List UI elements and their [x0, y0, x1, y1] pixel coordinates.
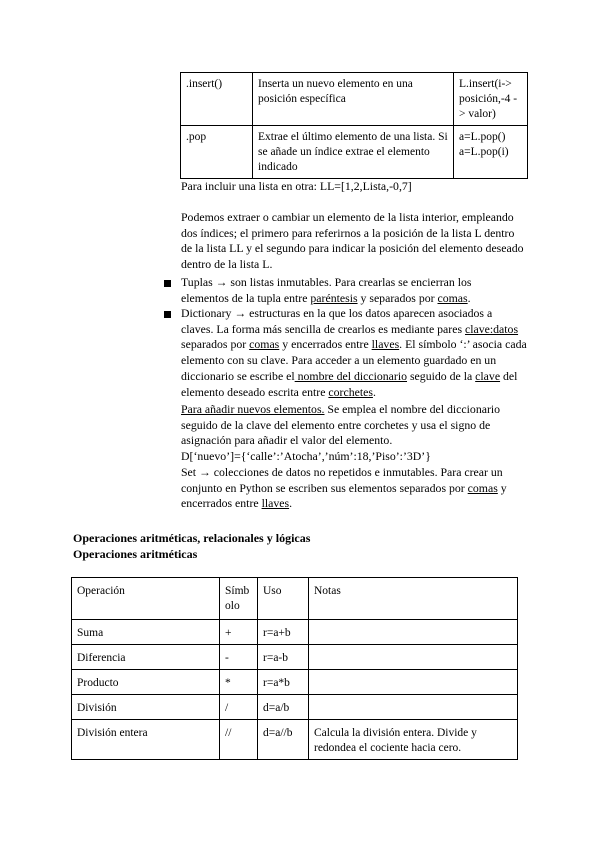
usage-cell: d=a//b: [258, 720, 309, 760]
table-row: [72, 720, 518, 760]
underlined-term: clave: [475, 368, 501, 383]
notes-cell: [309, 695, 518, 720]
table-row: [72, 670, 518, 695]
text-run: y encerrados entre: [181, 480, 507, 511]
operation-cell: Suma: [72, 620, 220, 645]
arithmetic-operations-table: [71, 577, 518, 760]
symbol-cell: /: [220, 695, 258, 720]
usage-cell: d=a/b: [258, 695, 309, 720]
example-cell: a=L.pop() a=L.pop(i): [454, 126, 528, 179]
header-cell: Operación: [72, 578, 220, 620]
table-row: [72, 645, 518, 670]
underlined-term: llaves: [371, 337, 400, 352]
text-run: Set → colecciones de datos no repetidos e inmutables. Para crear un conjunto en Python se escriben sus elementos separados por: [181, 465, 503, 495]
text-run: y encerrados entre: [279, 337, 372, 352]
underlined-term: nombre del diccionario: [294, 368, 408, 383]
operation-cell: División: [72, 695, 220, 720]
header-cell: Notas: [309, 578, 518, 620]
symbol-cell: +: [220, 620, 258, 645]
table-row: [72, 620, 518, 645]
header-cell: Uso: [258, 578, 309, 620]
operation-cell: División entera: [72, 720, 220, 760]
table-header-row: [72, 578, 518, 620]
operation-cell: Producto: [72, 670, 220, 695]
underlined-term: clave:datos: [464, 321, 519, 336]
add-elements-paragraph: [181, 402, 521, 449]
bullet-marker: [164, 311, 171, 318]
underlined-term: comas: [467, 480, 498, 495]
usage-cell: r=a-b: [258, 645, 309, 670]
text-run: Dictionary → estructuras en la que los datos aparecen asociados a claves. La forma más sencilla de crearlos es mediante pares: [181, 306, 493, 336]
symbol-cell: -: [220, 645, 258, 670]
dictionary-paragraph: [181, 306, 527, 400]
text-run: . El símbolo ‘:’ asocia cada elemento con su clave. Para acceder a un elemento guardado en un diccionario se escribe el: [181, 337, 527, 383]
section-heading: Operaciones aritméticas, relacionales y lógicas: [73, 531, 311, 545]
bullet-marker: [164, 280, 171, 287]
include-list-text: Para incluir una lista en otra: LL=[1,2,Lista,-0,7]: [181, 179, 412, 193]
method-cell: .insert(): [181, 73, 253, 126]
header-cell: Símbolo: [220, 578, 258, 620]
notes-cell: [309, 670, 518, 695]
underlined-term: llaves: [261, 496, 290, 511]
notes-cell: [309, 645, 518, 670]
table-row: [181, 73, 528, 126]
underlined-term: comas: [437, 290, 468, 305]
text-run: separados por: [181, 337, 250, 352]
text-run: Tuplas → son listas inmutables. Para crearlas se encierran los elementos de la tupla entre: [181, 275, 472, 305]
usage-cell: r=a*b: [258, 670, 309, 695]
tuplas-paragraph: [181, 275, 501, 306]
underlined-term: paréntesis: [310, 290, 358, 305]
usage-cell: r=a+b: [258, 620, 309, 645]
underlined-term: corchetes: [328, 384, 373, 399]
subsection-heading: Operaciones aritméticas: [73, 547, 198, 561]
underlined-term: comas: [249, 337, 280, 352]
table-row: [72, 695, 518, 720]
text-run: Se emplea el nombre del diccionario seguido de la clave del elemento entre corchetes y usa el signo de asignación para añadir el valor del elemento.: [181, 402, 501, 448]
example-cell: L.insert(i-> posición,-4 -> valor): [454, 73, 528, 126]
symbol-cell: //: [220, 720, 258, 760]
notes-cell: Calcula la división entera. Divide y redondea el cociente hacia cero.: [309, 720, 518, 760]
method-cell: .pop: [181, 126, 253, 179]
text-run: seguido de la: [407, 368, 476, 383]
text-run: .: [467, 290, 471, 305]
operation-cell: Diferencia: [72, 645, 220, 670]
description-cell: Extrae el último elemento de una lista. Si se añade un índice extrae el elemento indicado: [253, 126, 454, 179]
text-run: y separados por: [357, 290, 438, 305]
text-run: .: [372, 384, 376, 399]
notes-cell: [309, 620, 518, 645]
list-methods-table: [180, 72, 528, 179]
text-run: .: [289, 496, 293, 511]
table-row: [181, 126, 528, 179]
symbol-cell: *: [220, 670, 258, 695]
underlined-term: Para añadir nuevos elementos.: [181, 402, 325, 416]
text-run: del elemento deseado escrita entre: [181, 368, 518, 399]
nested-list-paragraph: Podemos extraer o cambiar un elemento de la lista interior, empleando dos índices; el primero para referirnos a la posición de la lista L dentro de la lista LL y el segundo para indicar la posición del elemento deseado dentro de la lista L.: [181, 210, 524, 272]
set-paragraph: [181, 465, 527, 512]
dict-example-text: D[‘nuevo’]={‘calle’:’Atocha’,’núm’:18,’Piso’:’3D’}: [181, 449, 431, 463]
description-cell: Inserta un nuevo elemento en una posición específica: [253, 73, 454, 126]
